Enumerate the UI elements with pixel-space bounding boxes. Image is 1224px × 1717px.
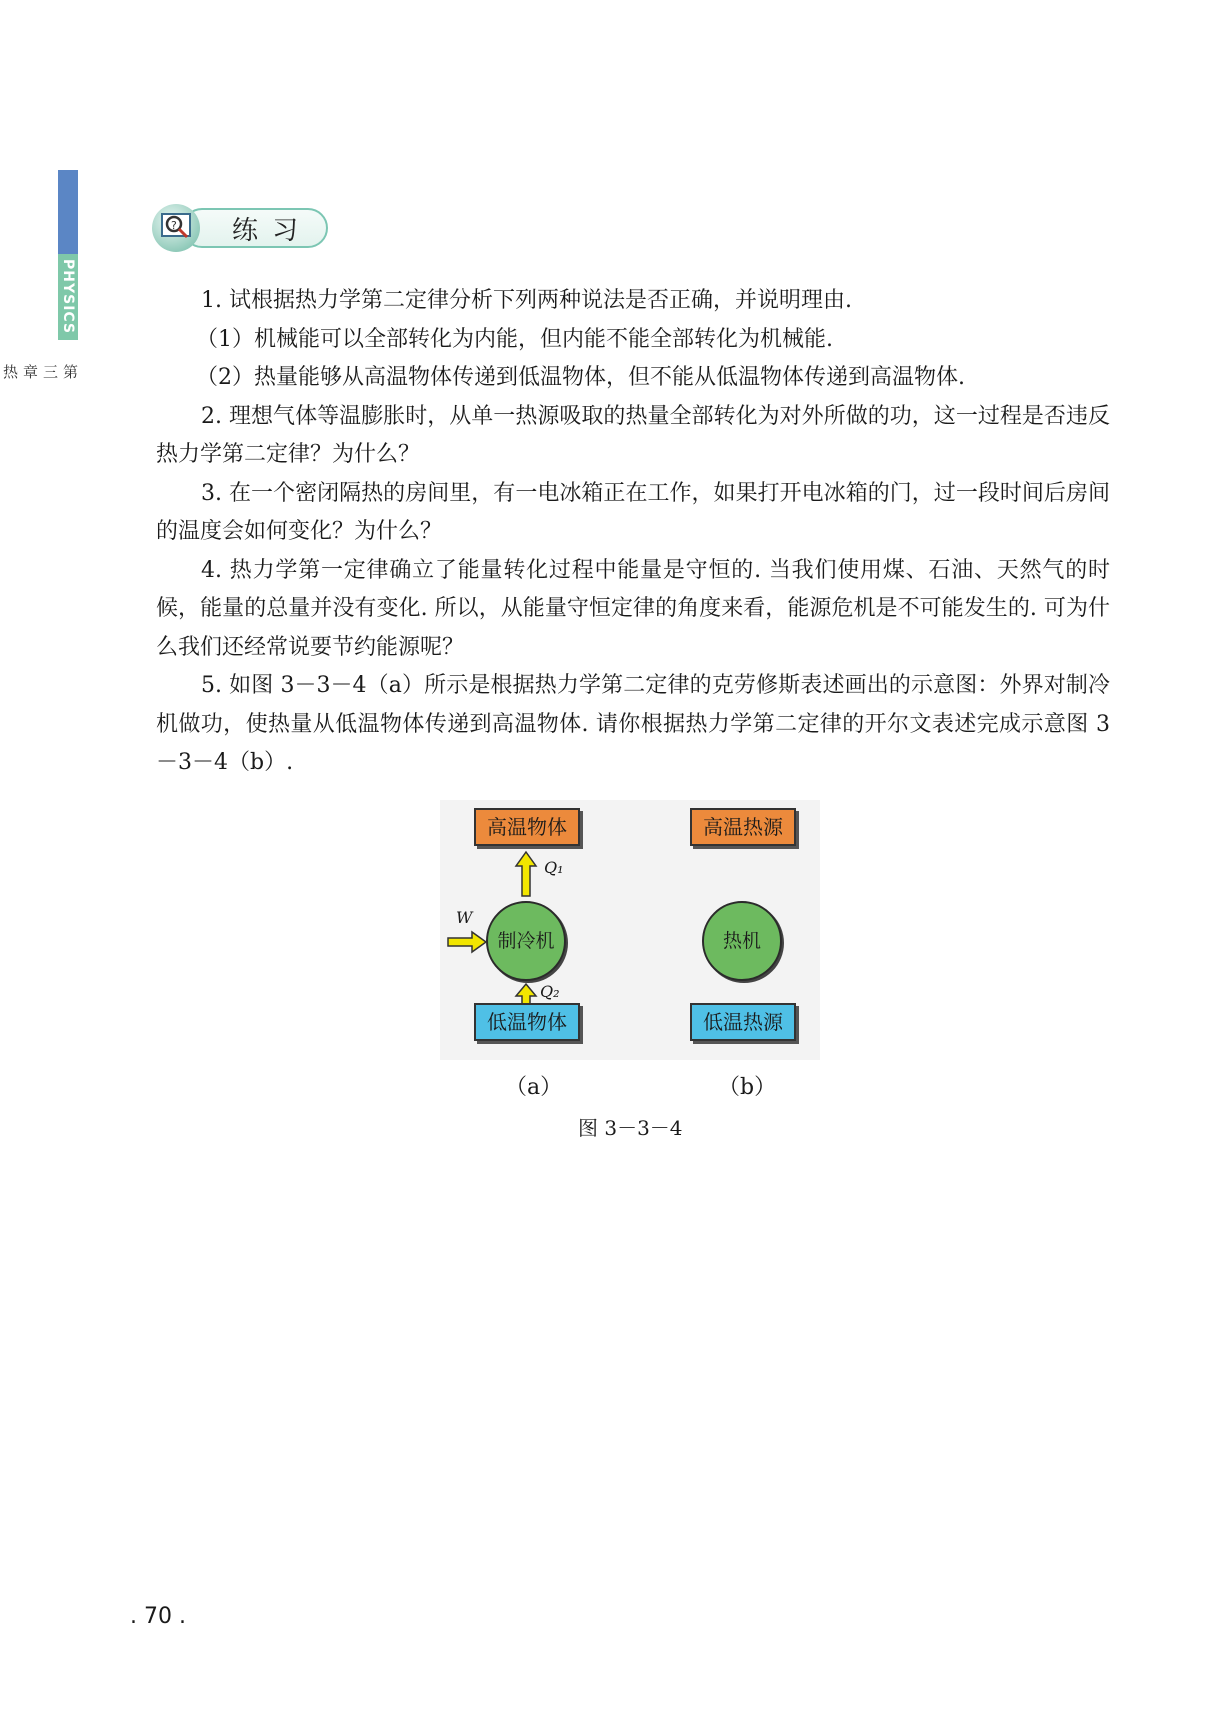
sub-caption-a: （a）	[505, 1075, 563, 1100]
cold-reservoir-box: 低温热源	[690, 1003, 796, 1041]
chapter-label	[1, 364, 80, 380]
refrigerator-circle: 制冷机	[486, 901, 566, 981]
chapter-title-char: 热	[1, 364, 19, 379]
sub-caption-b: （b）	[718, 1075, 777, 1100]
subject-label: PHYSICS	[58, 254, 78, 340]
figure-3-3-4	[440, 800, 820, 1060]
chapter-char: 章	[21, 364, 39, 379]
sub-statement: （2）热量能够从高温物体传递到低温物体，但不能从低温物体传递到高温物体.	[196, 365, 965, 390]
svg-text:?: ?	[171, 219, 177, 232]
exercise-question: 3. 在一个密闭隔热的房间里，有一电冰箱正在工作，如果打开电冰箱的门，过一段时间后房间的温度会如何变化？为什么？	[156, 480, 1110, 544]
q2-label: Q₂	[540, 982, 560, 1001]
heat-engine-circle: 热机	[702, 901, 782, 981]
chapter-char: 第	[61, 364, 79, 379]
figure-caption: 图 3－3－4	[578, 1116, 683, 1140]
hot-body-box: 高温物体	[474, 808, 580, 846]
exercise-question: 2. 理想气体等温膨胀时，从单一热源吸取的热量全部转化为对外所做的功，这一过程是否违反热力学第二定律？为什么？	[156, 403, 1110, 467]
heat-out-arrow	[514, 850, 538, 898]
work-label: W	[456, 908, 473, 927]
q1-label: Q₁	[544, 858, 564, 877]
magnifier-question-icon	[152, 204, 200, 252]
exercise-question: 4. 热力学第一定律确立了能量转化过程中能量是守恒的. 当我们使用煤、石油、天然气的时候，能量的总量并没有变化. 所以，从能量守恒定律的角度来看，能源危机是不可能发生的. 可为什么我们还经常说要节约能源呢？	[156, 557, 1110, 660]
exercise-question: 5. 如图 3－3－4（a）所示是根据热力学第二定律的克劳修斯表述画出的示意图：外界对制冷机做功，使热量从低温物体传递到高温物体. 请你根据热力学第二定律的开尔文表述完成示意图 3－3－4（b）.	[156, 673, 1110, 775]
cold-body-box: 低温物体	[474, 1003, 580, 1041]
exercise-title: 练习	[232, 216, 313, 246]
work-arrow	[446, 930, 488, 954]
exercise-body	[156, 282, 1110, 783]
sub-statement: （1）机械能可以全部转化为内能，但内能不能全部转化为机械能.	[196, 326, 833, 352]
exercise-header	[152, 204, 332, 252]
exercise-question: 1. 试根据热力学第二定律分析下列两种说法是否正确，并说明理由.	[201, 288, 852, 313]
page-number: . 70 .	[130, 1604, 186, 1629]
hot-reservoir-box: 高温热源	[690, 808, 796, 846]
chapter-char: 三	[41, 364, 59, 379]
